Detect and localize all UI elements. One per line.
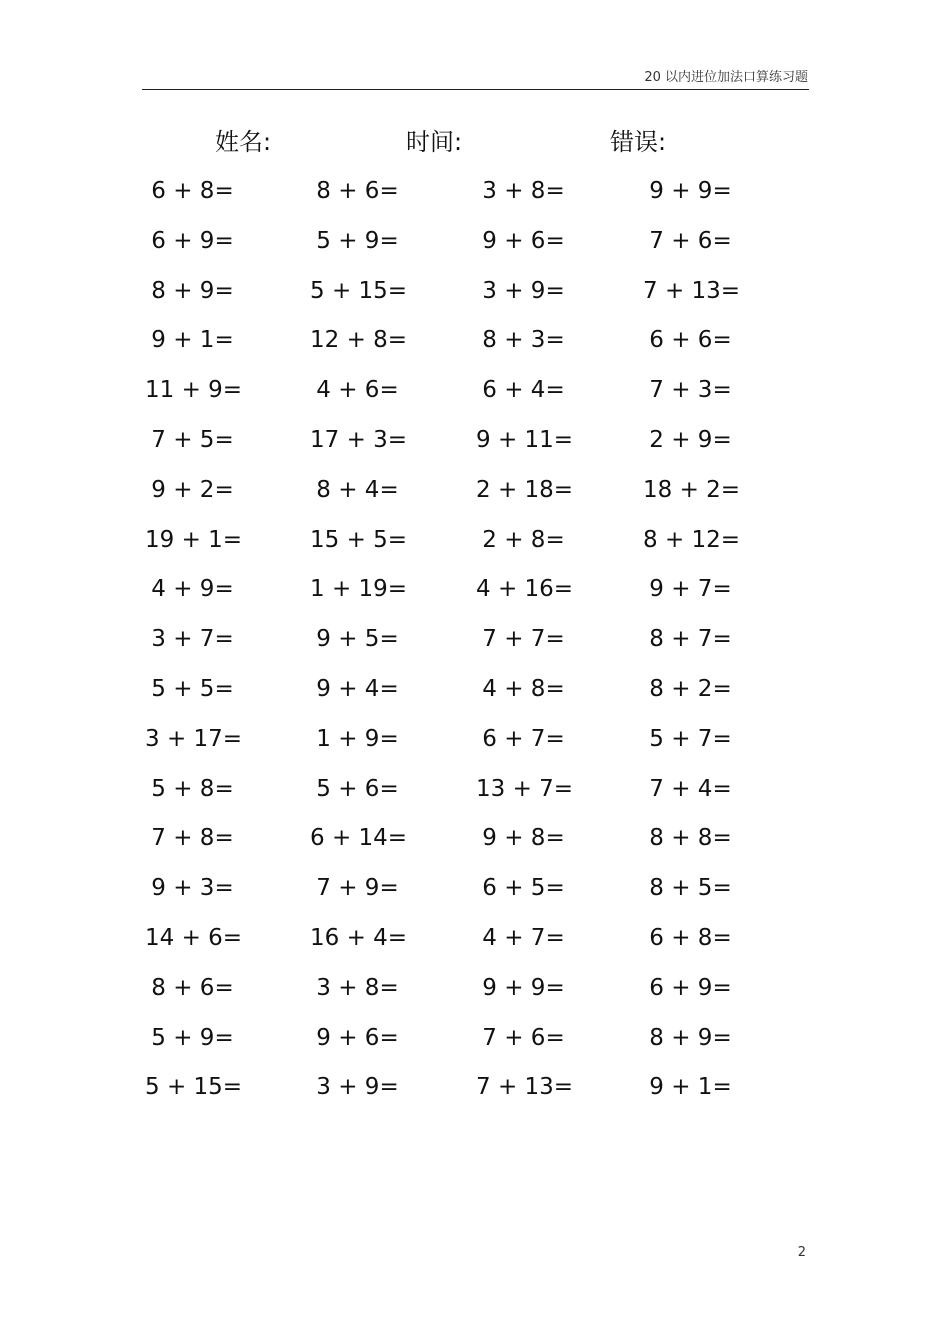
problem-item: 8 + 2= — [649, 676, 732, 702]
problem-item: 9 + 1= — [151, 327, 234, 354]
problem-item: 7 + 6= — [649, 227, 732, 254]
problem-item: 16 + 4= — [310, 925, 408, 951]
problem-item: 9 + 8= — [482, 825, 565, 852]
problem-item: 14 + 6= — [145, 925, 243, 951]
problem-item: 17 + 3= — [310, 427, 408, 453]
problem-item: 4 + 9= — [151, 576, 234, 603]
problem-item: 2 + 18= — [476, 476, 574, 503]
problem-item: 8 + 6= — [316, 178, 399, 204]
problem-item: 4 + 7= — [482, 925, 565, 951]
problem-item: 9 + 3= — [151, 875, 234, 902]
problem-item: 7 + 5= — [151, 427, 234, 453]
problem-item: 4 + 8= — [482, 676, 565, 702]
problem-item: 12 + 8= — [310, 327, 408, 354]
problem-item: 4 + 16= — [476, 576, 574, 603]
problem-item: 8 + 4= — [316, 476, 399, 503]
problem-item: 3 + 9= — [316, 1074, 399, 1101]
problem-item: 8 + 5= — [649, 875, 732, 902]
problem-item: 5 + 15= — [310, 277, 408, 304]
time-label: 时间: — [406, 128, 463, 156]
problem-item: 5 + 6= — [316, 775, 399, 802]
problem-item: 6 + 4= — [482, 377, 565, 404]
problem-item: 9 + 9= — [482, 974, 565, 1001]
problem-item: 8 + 3= — [482, 327, 565, 354]
problem-item: 6 + 8= — [649, 925, 732, 951]
problem-item: 9 + 9= — [649, 178, 732, 204]
problem-item: 6 + 9= — [649, 974, 732, 1001]
problem-item: 8 + 7= — [649, 626, 732, 653]
problem-item: 5 + 15= — [145, 1074, 243, 1101]
problem-item: 11 + 9= — [145, 377, 243, 404]
name-label: 姓名: — [215, 128, 272, 156]
problem-item: 5 + 9= — [316, 227, 399, 254]
problem-item: 2 + 8= — [482, 526, 565, 553]
problem-item: 6 + 5= — [482, 875, 565, 902]
problem-item: 3 + 8= — [316, 974, 399, 1001]
problem-item: 5 + 9= — [151, 1024, 234, 1051]
problem-item: 7 + 7= — [482, 626, 565, 653]
problem-item: 1 + 9= — [316, 725, 399, 752]
problem-item: 7 + 13= — [643, 277, 741, 304]
problem-item: 7 + 6= — [482, 1024, 565, 1051]
problem-item: 3 + 9= — [482, 277, 565, 304]
problem-item: 5 + 5= — [151, 676, 234, 702]
problem-item: 6 + 7= — [482, 725, 565, 752]
problem-item: 15 + 5= — [310, 526, 408, 553]
problem-item: 8 + 9= — [649, 1024, 732, 1051]
problem-item: 6 + 8= — [151, 178, 234, 204]
problem-item: 8 + 6= — [151, 974, 234, 1001]
problem-item: 9 + 5= — [316, 626, 399, 653]
problem-item: 13 + 7= — [476, 775, 574, 802]
problem-item: 4 + 6= — [316, 377, 399, 404]
problem-item: 7 + 4= — [649, 775, 732, 802]
problem-item: 3 + 8= — [482, 178, 565, 204]
problem-item: 18 + 2= — [643, 476, 741, 503]
problem-item: 7 + 9= — [316, 875, 399, 902]
problem-item: 9 + 4= — [316, 676, 399, 702]
problem-item: 6 + 6= — [649, 327, 732, 354]
problem-item: 9 + 1= — [649, 1074, 732, 1101]
problem-item: 5 + 7= — [649, 725, 732, 752]
problem-item: 8 + 8= — [649, 825, 732, 852]
problem-item: 9 + 6= — [482, 227, 565, 254]
problem-item: 8 + 9= — [151, 277, 234, 304]
problem-item: 2 + 9= — [649, 427, 732, 453]
problem-item: 3 + 7= — [151, 626, 234, 653]
problem-item: 9 + 7= — [649, 576, 732, 603]
problem-item: 6 + 14= — [310, 825, 408, 852]
problem-item: 8 + 12= — [643, 526, 741, 553]
problem-item: 3 + 17= — [145, 725, 243, 752]
header-title: 20 以内进位加法口算练习题 — [644, 70, 808, 85]
problem-item: 7 + 8= — [151, 825, 234, 852]
problem-item: 1 + 19= — [310, 576, 408, 603]
problem-item: 9 + 2= — [151, 476, 234, 503]
problem-item: 7 + 13= — [476, 1074, 574, 1101]
errors-label: 错误: — [610, 128, 667, 156]
problem-item: 7 + 3= — [649, 377, 732, 404]
problem-item: 9 + 11= — [476, 427, 574, 453]
page-number: 2 — [797, 1245, 806, 1260]
problem-item: 6 + 9= — [151, 227, 234, 254]
problem-item: 5 + 8= — [151, 775, 234, 802]
problem-item: 9 + 6= — [316, 1024, 399, 1051]
problem-item: 19 + 1= — [145, 526, 243, 553]
